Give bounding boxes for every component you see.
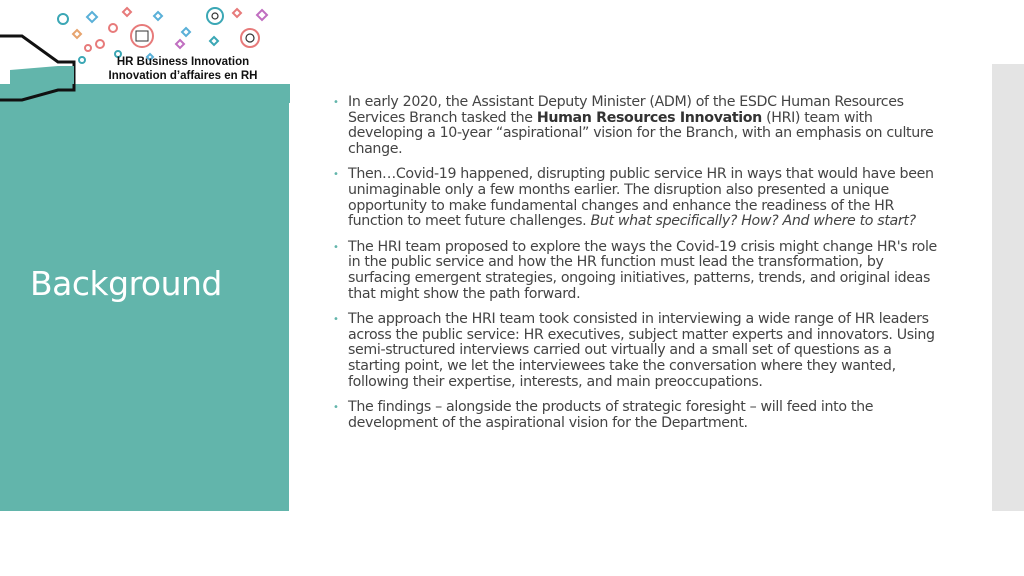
logo-line-2: Innovation d’affaires en RH [108,70,258,82]
bullet-text: Then…Covid-19 happened, disrupting public service HR in ways that would have been unimaginable only a few months earlier. The disruption also presented a unique opportunity to make fundamental changes and enhance the readiness of the HR function to meet future challenges. [348,166,934,230]
side-strip [992,64,1024,511]
bullet-item [333,95,943,157]
bullet-text: In early 2020, the Assistant Deputy Minister (ADM) of the ESDC Human Resources Services Branch tasked the [348,94,904,126]
bullet-bold-text: Human Resources Innovation [536,109,762,126]
bullet-text: (HRI) team with developing a 10-year “aspirational” vision for the Branch, with an emphasis on culture change. [348,109,934,157]
bullet-marker: • [333,241,339,253]
bullet-marker: • [333,402,339,414]
bullet-text: The findings – alongside the products of strategic foresight – will feed into the development of the aspirational vision for the Department. [348,399,874,431]
bullet-marker: • [333,97,339,108]
bullet-item [333,167,943,229]
bullet-item [333,240,943,302]
bullet-italic-text: But what specifically? How? And where to start? [590,213,916,230]
logo-line-1: HR Business Innovation [116,56,250,68]
title-panel [0,103,289,511]
bullet-marker: • [333,314,339,326]
bullet-list [333,95,943,441]
slide-title: Background [30,264,222,303]
bullet-marker: • [333,169,339,181]
logo-text [78,55,288,83]
bullet-item [333,312,943,390]
bullet-text: The HRI team proposed to explore the ways the Covid-19 crisis might change HR's role in the public service and how the HR function must lead the transformation, by surfacing emergent strategies, ongoing initiatives, patterns, trends, and original ideas that might show the path forward. [348,238,937,302]
bullet-text: The approach the HRI team took consisted in interviewing a wide range of HR leaders across the public service: HR executives, subject matter experts and innovators. Using semi-structured interviews carried out virtually and a small set of questions as a starting point, we let the interviewees take the conversation where they wanted, following their expertise, interests, and main preoccupations. [348,311,935,390]
hr-business-innovation-logo [0,0,290,103]
bullet-item [333,400,943,431]
megaphone-icon [0,0,290,103]
